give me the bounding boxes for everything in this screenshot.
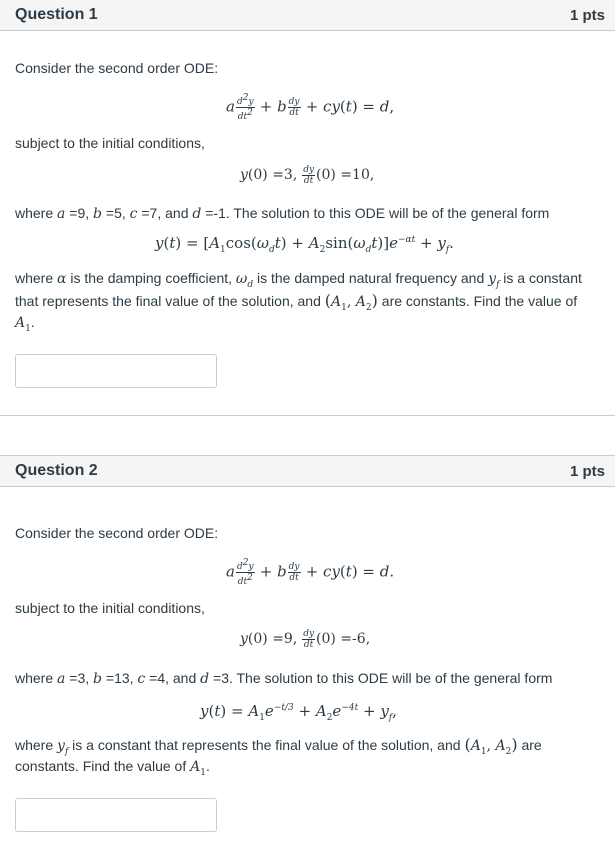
initial-conditions-label: subject to the initial conditions, [15, 135, 205, 151]
general-solution: $y(t) = [A_1\cos(\omega_dt) + A_2\sin(\omega_dt)]e^{-\alpha t} + y_f$. [155, 234, 454, 255]
find-target: $A_1$. [15, 314, 35, 334]
solution-description-2: that represents the final value of the solution, and ($A_1$, $A_2$) are constants. Find the value of [15, 291, 578, 313]
ode-equation: a $\frac{d^2y}{dt^2}$ + b $\frac{dy}{dt}$ + cy(t) = d, [226, 93, 395, 122]
ic-y0-value: =9, [272, 631, 298, 648]
answer-input[interactable] [15, 354, 217, 388]
ic-dy0-value: =-6, [340, 631, 371, 648]
find-target: constants. Find the value of $A_1$. [15, 758, 210, 778]
general-solution: $y(t) = A_1e^{-t/3} + A_2e^{-4t} + y_f$, [200, 702, 397, 723]
question-title: Question 2 [15, 462, 98, 479]
initial-conditions: y(0) =3, $\frac{dy}{dt}$ (0) =10, [240, 165, 375, 186]
ode-equation: a $\frac{d^2y}{dt^2}$ + b $\frac{dy}{dt}$ + cy(t) = d. [226, 558, 395, 587]
question-intro: Consider the second order ODE: [15, 60, 219, 76]
parameters-line: where a =9, b =5, c =7, and d =-1. The solution to this ODE will be of the general form [15, 205, 550, 222]
parameters-line: where a =3, b =13, c =4, and d =3. The solution to this ODE will be of the general form [15, 670, 553, 687]
question-points: 1 pts [569, 6, 605, 24]
answer-input[interactable] [15, 798, 217, 832]
ic-y0-value: =3, [272, 167, 298, 184]
solution-description: where α is the damping coefficient, $\omega_d$ is the damped natural frequency and $y_f$ is a constant [15, 270, 582, 290]
question-2 [0, 455, 615, 843]
question-title: Question 1 [15, 6, 98, 23]
initial-conditions: y(0) =9, $\frac{dy}{dt}$ (0) =-6, [240, 629, 371, 650]
question-points: 1 pts [569, 462, 605, 480]
initial-conditions-label: subject to the initial conditions, [15, 600, 205, 616]
question-separator [0, 415, 615, 416]
question-intro: Consider the second order ODE: [15, 525, 219, 541]
question-1 [0, 0, 615, 416]
ic-dy0-value: =10, [340, 167, 375, 184]
solution-description: where $y_f$ is a constant that represents the final value of the solution, and ($A_1$, $A_2$) are [15, 735, 542, 757]
